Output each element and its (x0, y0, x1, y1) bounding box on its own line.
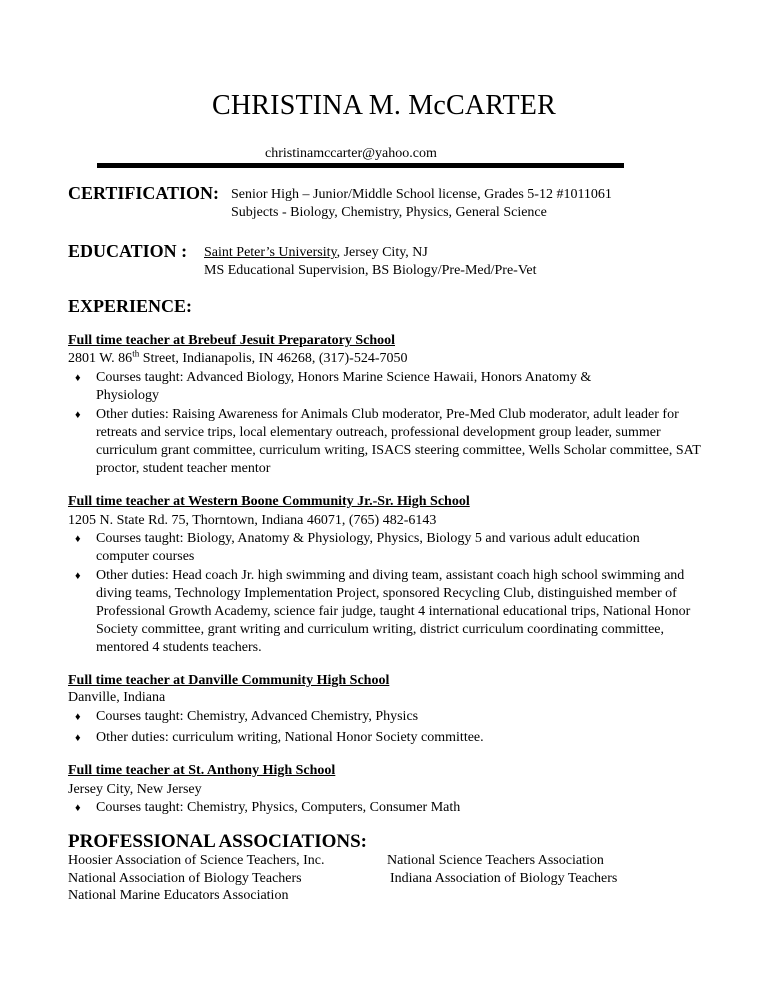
job-title: Full time teacher at Western Boone Community Jr.-Sr. High School (68, 494, 470, 509)
job-address: Jersey City, New Jersey (68, 782, 202, 797)
applicant-name: CHRISTINA M. McCARTER (212, 90, 556, 121)
certification-subjects: Subjects - Biology, Chemistry, Physics, General Science (231, 205, 547, 220)
email-address[interactable]: christinamccarter@yahoo.com (265, 146, 437, 161)
diamond-bullet-icon: ♦ (75, 711, 81, 723)
diamond-bullet-icon: ♦ (75, 802, 81, 814)
job-title: Full time teacher at Danville Community High School (68, 673, 390, 688)
bullet-item: Other duties: Raising Awareness for Animals Club moderator, Pre-Med Club moderator, adult leader for retreats and service trips, local elementary outreach, professional development group leader, summer curriculum grant committee, curriculum writing, ISACS steering committee, Wells Scholar committee, SAT proctor, student teacher mentor (96, 407, 701, 476)
diamond-bullet-icon: ♦ (75, 732, 81, 744)
school-name: Saint Peter’s University (204, 245, 337, 260)
education-institution (204, 244, 428, 262)
school-location: , Jersey City, NJ (336, 245, 428, 260)
association-item: National Association of Biology Teachers (68, 871, 302, 886)
bullet-item: Courses taught: Chemistry, Advanced Chemistry, Physics (96, 709, 419, 724)
experience-heading: EXPERIENCE: (68, 296, 193, 316)
diamond-bullet-icon: ♦ (75, 533, 81, 545)
bullet-item: Courses taught: Chemistry, Physics, Computers, Consumer Math (96, 800, 461, 815)
address-text: Street, Indianapolis, IN 46268, (317)-524-7050 (139, 351, 408, 366)
bullet-item: Courses taught: Biology, Anatomy & Physiology, Physics, Biology 5 and various adult education computer courses (96, 531, 640, 564)
address-ordinal: th (132, 348, 140, 359)
diamond-bullet-icon: ♦ (75, 409, 81, 421)
associations-heading: PROFESSIONAL ASSOCIATIONS: (68, 831, 367, 852)
association-item: National Marine Educators Association (68, 888, 289, 903)
job-address: Danville, Indiana (68, 690, 166, 705)
certification-heading: CERTIFICATION: (68, 183, 220, 203)
bullet-item: Courses taught: Advanced Biology, Honors Marine Science Hawaii, Honors Anatomy & Physiology (96, 370, 592, 403)
education-heading: EDUCATION : (68, 241, 188, 261)
education-degrees: MS Educational Supervision, BS Biology/Pre-Med/Pre-Vet (204, 263, 537, 278)
diamond-bullet-icon: ♦ (75, 372, 81, 384)
address-text: 2801 W. 86 (68, 351, 133, 366)
association-item: Indiana Association of Biology Teachers (390, 871, 618, 886)
job-address: 1205 N. State Rd. 75, Thorntown, Indiana 46071, (765) 482-6143 (68, 513, 437, 528)
bullet-item: Other duties: curriculum writing, National Honor Society committee. (96, 730, 484, 745)
association-item: Hoosier Association of Science Teachers, Inc. (68, 853, 325, 868)
bullet-item: Other duties: Head coach Jr. high swimming and diving team, assistant coach high school swimming and diving teams, Technology Implementation Project, sponsored Recycling Club, distinguished member of Professional Growth Academy, science fair judge, taught 4 international educational trips, National Honor Society committee, grant writing and curriculum writing, district curriculum coordinating committee, mentored 4 students teachers. (96, 568, 691, 655)
diamond-bullet-icon: ♦ (75, 570, 81, 582)
association-item: National Science Teachers Association (387, 853, 604, 868)
job-address (68, 350, 408, 368)
job-title: Full time teacher at St. Anthony High School (68, 763, 336, 778)
certification-license: Senior High – Junior/Middle School license, Grades 5-12 #1011061 (231, 187, 612, 202)
job-title: Full time teacher at Brebeuf Jesuit Preparatory School (68, 333, 395, 348)
header-divider (97, 163, 624, 168)
